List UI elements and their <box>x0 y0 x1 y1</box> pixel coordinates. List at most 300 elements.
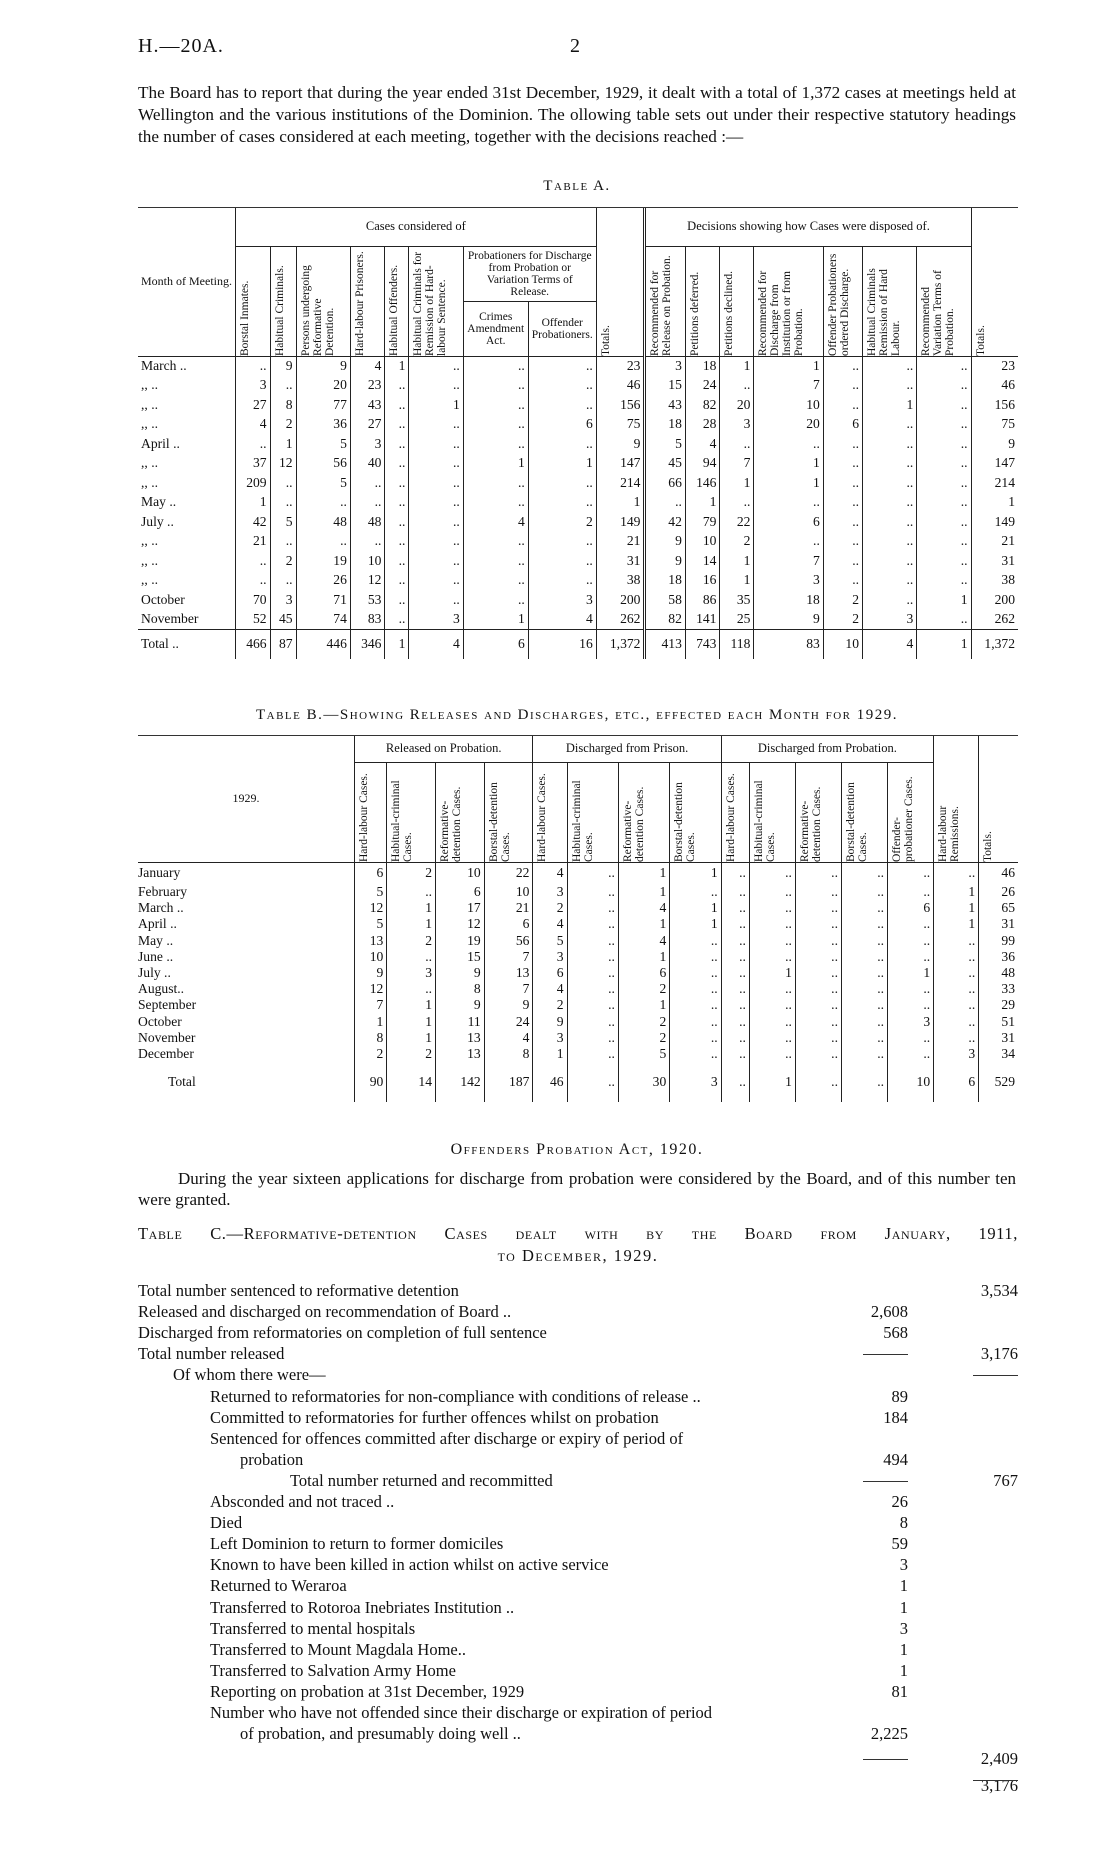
value-cell: 9 <box>645 551 685 571</box>
value-cell: 82 <box>645 610 685 630</box>
table-b-year: 1929. <box>138 736 355 862</box>
value-cell: .. <box>670 884 721 900</box>
value-cell: 4 <box>236 415 271 435</box>
line-subtotal: 494 <box>883 1449 908 1469</box>
value-cell: 38 <box>1001 572 1015 588</box>
value-cell: .. <box>823 356 862 376</box>
value-cell: 1 <box>934 884 979 900</box>
value-cell: 46 <box>1001 377 1015 393</box>
line-label: Transferred to mental hospitals <box>210 1618 416 1638</box>
value-cell: 7 <box>754 551 823 571</box>
value-cell: 1 <box>862 395 916 415</box>
value-cell: .. <box>296 493 350 513</box>
value-cell: .. <box>720 376 754 396</box>
value-cell: 4 <box>685 434 720 454</box>
value-cell: 6 <box>754 512 823 532</box>
value-cell: 9 <box>355 965 387 981</box>
value-cell: .. <box>841 1046 887 1062</box>
value-cell: .. <box>567 997 618 1013</box>
value-cell: 1,372 <box>596 629 645 659</box>
value-cell: .. <box>721 933 749 949</box>
value-cell: .. <box>236 571 271 591</box>
value-cell: .. <box>296 532 350 552</box>
value-cell: 2 <box>618 1014 669 1030</box>
value-cell: 214 <box>994 474 1015 490</box>
value-cell: 1 <box>355 1014 387 1030</box>
table-c-line <box>138 1302 1018 1323</box>
value-cell: .. <box>795 997 841 1013</box>
month-cell: May .. <box>138 933 355 949</box>
value-cell: 346 <box>350 629 385 659</box>
table-row <box>138 997 1018 1013</box>
table-row <box>138 933 1018 949</box>
value-cell: .. <box>385 473 409 493</box>
value-cell: 99 <box>1001 932 1015 948</box>
col-variation: Recommended Variation Terms of Probation. <box>920 269 957 356</box>
value-cell: 51 <box>1001 1013 1015 1029</box>
value-cell: 23 <box>1001 358 1015 373</box>
value-cell: 466 <box>236 629 271 659</box>
value-cell: 10 <box>888 1062 934 1102</box>
value-cell: .. <box>823 376 862 396</box>
value-cell: 4 <box>463 512 528 532</box>
value-cell: .. <box>385 590 409 610</box>
table-c-line <box>138 1776 1018 1797</box>
table-c-rule <box>973 1780 1018 1781</box>
value-cell: 5 <box>645 434 685 454</box>
value-cell: .. <box>385 493 409 513</box>
value-cell: 15 <box>436 949 485 965</box>
value-cell: .. <box>917 610 971 630</box>
value-cell: 20 <box>754 415 823 435</box>
value-cell: .. <box>409 434 463 454</box>
month-cell: July .. <box>138 512 236 532</box>
value-cell: 146 <box>685 473 720 493</box>
value-cell: .. <box>917 551 971 571</box>
value-cell: .. <box>795 862 841 884</box>
value-cell: 13 <box>355 933 387 949</box>
line-subtotal: 184 <box>883 1407 908 1427</box>
value-cell: .. <box>749 949 795 965</box>
value-cell: 33 <box>1001 981 1015 997</box>
line-subtotal: 2,608 <box>870 1302 908 1322</box>
probation-act-title: Offenders Probation Act, 1920. <box>450 1141 704 1158</box>
document-reference: H.—20A. <box>138 35 224 57</box>
value-cell: 1 <box>670 900 721 916</box>
value-cell: .. <box>795 1062 841 1102</box>
table-c-line <box>138 1724 1018 1745</box>
value-cell: 5 <box>355 884 387 900</box>
value-cell: 1 <box>917 629 971 659</box>
month-cell: September <box>138 997 355 1013</box>
value-cell: 1 <box>618 949 669 965</box>
value-cell: .. <box>350 493 385 513</box>
value-cell: .. <box>754 493 823 513</box>
value-cell: .. <box>721 900 749 916</box>
value-cell: 21 <box>484 900 533 916</box>
value-cell: 83 <box>754 629 823 659</box>
value-cell: .. <box>749 981 795 997</box>
value-cell: 5 <box>533 933 567 949</box>
value-cell: 1 <box>618 997 669 1013</box>
value-cell: .. <box>795 981 841 997</box>
value-cell: .. <box>409 493 463 513</box>
value-cell: 1 <box>387 1014 436 1030</box>
value-cell: .. <box>385 610 409 630</box>
table-a-decisions-group: Decisions showing how Cases were disposed of. <box>645 208 971 246</box>
table-c-rule <box>863 1759 908 1760</box>
line-label: Transferred to Mount Magdala Home.. <box>210 1639 467 1659</box>
value-cell: .. <box>409 512 463 532</box>
table-a-month-header: Month of Meeting. <box>138 208 236 356</box>
value-cell: 1 <box>670 916 721 932</box>
value-cell: 6 <box>888 900 934 916</box>
table-row <box>138 965 1018 981</box>
value-cell: .. <box>409 571 463 591</box>
value-cell: 149 <box>994 513 1015 529</box>
value-cell: 1 <box>387 1030 436 1046</box>
value-cell: 142 <box>436 1062 485 1102</box>
value-cell: .. <box>567 1062 618 1102</box>
value-cell: 9 <box>484 997 533 1013</box>
value-cell: 1 <box>749 1062 795 1102</box>
value-cell: .. <box>795 1046 841 1062</box>
table-c-line <box>138 1576 1018 1597</box>
value-cell: 4 <box>528 610 596 630</box>
value-cell: 1 <box>934 916 979 932</box>
value-cell: .. <box>528 532 596 552</box>
table-c-line <box>138 1492 1018 1513</box>
value-cell: .. <box>862 493 916 513</box>
value-cell: .. <box>350 473 385 493</box>
value-cell: 10 <box>484 884 533 900</box>
value-cell: 1 <box>934 900 979 916</box>
month-cell: April .. <box>138 434 236 454</box>
value-cell: .. <box>567 1014 618 1030</box>
month-cell: May .. <box>138 493 236 513</box>
value-cell: 3 <box>645 356 685 376</box>
value-cell: .. <box>528 356 596 376</box>
value-cell: .. <box>387 981 436 997</box>
value-cell: .. <box>888 916 934 932</box>
value-cell: 16 <box>528 629 596 659</box>
table-c-title-line2: to December, 1929. <box>497 1246 659 1265</box>
value-cell: 1 <box>463 454 528 474</box>
value-cell: 1 <box>596 493 645 513</box>
col-b-prob-op: Offender-probationer Cases. <box>891 775 916 862</box>
value-cell: 30 <box>618 1062 669 1102</box>
value-cell: 24 <box>685 376 720 396</box>
table-row <box>138 434 1018 454</box>
value-cell: 10 <box>350 551 385 571</box>
value-cell: .. <box>888 997 934 1013</box>
value-cell: .. <box>823 512 862 532</box>
value-cell: 1 <box>387 916 436 932</box>
month-cell: Total <box>138 1062 355 1102</box>
value-cell: .. <box>917 434 971 454</box>
value-cell: 1 <box>618 916 669 932</box>
value-cell: .. <box>888 862 934 884</box>
value-cell: 10 <box>436 862 485 884</box>
value-cell: 15 <box>645 376 685 396</box>
value-cell: .. <box>823 434 862 454</box>
table-b-total-row <box>138 1062 1018 1102</box>
col-b-rel-hc: Habitual-criminal Cases. <box>390 779 415 862</box>
value-cell: 36 <box>296 415 350 435</box>
value-cell: 2 <box>387 1046 436 1062</box>
value-cell: .. <box>670 965 721 981</box>
value-cell: 200 <box>596 590 645 610</box>
value-cell: .. <box>841 933 887 949</box>
table-c-line <box>138 1450 1018 1471</box>
value-cell: .. <box>463 356 528 376</box>
value-cell: 75 <box>596 415 645 435</box>
prison-group: Discharged from Prison. <box>533 736 721 762</box>
table-row <box>138 981 1018 997</box>
value-cell: 1 <box>749 965 795 981</box>
value-cell: 3 <box>409 610 463 630</box>
month-cell: Total .. <box>138 629 236 659</box>
value-cell: 3 <box>236 376 271 396</box>
value-cell: .. <box>823 532 862 552</box>
value-cell: 9 <box>436 997 485 1013</box>
value-cell: .. <box>567 1046 618 1062</box>
probation-act-text: During the year sixteen applications for discharge from probation were considered by the Board, and of this number ten were granted. <box>138 1169 1016 1209</box>
value-cell: 1 <box>533 1046 567 1062</box>
col-b-prob-hl: Hard-labour Cases. <box>724 772 737 862</box>
value-cell: .. <box>463 395 528 415</box>
table-c-line <box>138 1682 1018 1703</box>
value-cell: .. <box>463 551 528 571</box>
col-offender-discharge: Offender Probationers ordered Discharge. <box>826 253 851 356</box>
value-cell: 46 <box>533 1062 567 1102</box>
line-subtotal: 3 <box>899 1555 908 1575</box>
value-cell: 1 <box>618 862 669 884</box>
col-deferred: Petitions deferred. <box>688 271 701 356</box>
line-label: Returned to Weraroa <box>210 1576 347 1596</box>
value-cell: 8 <box>484 1046 533 1062</box>
value-cell: 118 <box>720 629 754 659</box>
value-cell: 21 <box>236 532 271 552</box>
value-cell: .. <box>823 571 862 591</box>
value-cell: .. <box>795 916 841 932</box>
value-cell: 1 <box>618 884 669 900</box>
month-cell: July .. <box>138 965 355 981</box>
value-cell: .. <box>754 532 823 552</box>
value-cell: 52 <box>236 610 271 630</box>
value-cell: .. <box>721 884 749 900</box>
month-cell: November <box>138 1030 355 1046</box>
value-cell: 17 <box>436 900 485 916</box>
table-row <box>138 551 1018 571</box>
value-cell: 23 <box>596 356 645 376</box>
value-cell: 11 <box>436 1014 485 1030</box>
value-cell: .. <box>917 512 971 532</box>
value-cell: .. <box>409 473 463 493</box>
value-cell: 5 <box>296 473 350 493</box>
line-subtotal: 26 <box>891 1492 908 1511</box>
value-cell: .. <box>917 395 971 415</box>
value-cell: .. <box>795 949 841 965</box>
value-cell: .. <box>917 473 971 493</box>
value-cell: .. <box>721 965 749 981</box>
value-cell: 10 <box>685 532 720 552</box>
value-cell: 9 <box>533 1014 567 1030</box>
value-cell: .. <box>841 916 887 932</box>
value-cell: .. <box>567 900 618 916</box>
value-cell: 4 <box>484 1030 533 1046</box>
value-cell: .. <box>645 493 685 513</box>
value-cell: 24 <box>484 1014 533 1030</box>
table-c-line <box>138 1408 1018 1429</box>
value-cell: .. <box>749 862 795 884</box>
value-cell: 13 <box>436 1030 485 1046</box>
value-cell: 48 <box>1001 965 1015 981</box>
value-cell: 446 <box>296 629 350 659</box>
value-cell: .. <box>862 356 916 376</box>
value-cell: 18 <box>645 571 685 591</box>
value-cell: 20 <box>720 395 754 415</box>
table-c-line <box>138 1365 1018 1386</box>
value-cell: .. <box>841 862 887 884</box>
value-cell: .. <box>721 916 749 932</box>
value-cell: .. <box>270 493 296 513</box>
value-cell: 1 <box>754 356 823 376</box>
value-cell: .. <box>385 551 409 571</box>
value-cell: .. <box>463 532 528 552</box>
value-cell: 6 <box>618 965 669 981</box>
line-subtotal: 59 <box>891 1534 908 1554</box>
value-cell: 58 <box>645 590 685 610</box>
value-cell: 1 <box>720 571 754 591</box>
value-cell: .. <box>862 415 916 435</box>
line-subtotal: 568 <box>883 1323 908 1343</box>
value-cell: .. <box>917 454 971 474</box>
line-label: Absconded and not traced .. <box>210 1492 395 1511</box>
col-declined: Petitions declined. <box>723 270 736 356</box>
value-cell: .. <box>236 551 271 571</box>
line-subtotal: 1 <box>899 1597 908 1617</box>
table-b-title-prefix: Table B. <box>255 707 324 723</box>
intro-paragraph: The Board has to report that during the year ended 31st December, 1929, it dealt with a total of 1,372 cases at meetings held at Wellington and the various institutions of the Dominion. The ollowing table sets out under their respective statutory headings the number of cases considered at each meeting, together with the decisions reached :— <box>138 83 1016 146</box>
col-b-totals: Totals. <box>982 830 995 862</box>
value-cell: .. <box>841 1014 887 1030</box>
value-cell: 40 <box>350 454 385 474</box>
value-cell: .. <box>795 933 841 949</box>
value-cell: .. <box>567 949 618 965</box>
value-cell: .. <box>385 376 409 396</box>
table-row <box>138 1046 1018 1062</box>
value-cell: .. <box>749 1030 795 1046</box>
value-cell: 2 <box>533 997 567 1013</box>
value-cell: 13 <box>436 1046 485 1062</box>
value-cell: 53 <box>350 590 385 610</box>
value-cell: 6 <box>528 415 596 435</box>
table-b <box>138 736 1018 1102</box>
value-cell: 2 <box>387 862 436 884</box>
value-cell: 1 <box>385 629 409 659</box>
value-cell: .. <box>862 376 916 396</box>
value-cell: .. <box>721 981 749 997</box>
value-cell: .. <box>350 532 385 552</box>
value-cell: .. <box>409 376 463 396</box>
value-cell: 413 <box>645 629 685 659</box>
value-cell: 2 <box>720 532 754 552</box>
value-cell: 31 <box>1001 916 1015 932</box>
value-cell: 3 <box>270 590 296 610</box>
table-row <box>138 949 1018 965</box>
col-crimes-amendment: Crimes Amendment Act. <box>463 301 528 356</box>
month-cell: ,, .. <box>138 473 236 493</box>
line-label: Reporting on probation at 31st December, 1929 <box>210 1681 525 1701</box>
value-cell: .. <box>862 571 916 591</box>
value-cell: .. <box>385 415 409 435</box>
table-row <box>138 916 1018 932</box>
value-cell: 1 <box>528 454 596 474</box>
value-cell: 9 <box>754 610 823 630</box>
value-cell: 10 <box>355 949 387 965</box>
value-cell: .. <box>721 862 749 884</box>
value-cell: 25 <box>720 610 754 630</box>
line-label: Died <box>210 1513 243 1533</box>
value-cell: 46 <box>1001 865 1015 881</box>
value-cell: .. <box>934 1014 979 1030</box>
value-cell: .. <box>862 434 916 454</box>
value-cell: .. <box>721 997 749 1013</box>
value-cell: 141 <box>685 610 720 630</box>
value-cell: .. <box>917 415 971 435</box>
line-label: Known to have been killed in action whilst on active service <box>210 1555 609 1575</box>
value-cell: 6 <box>436 884 485 900</box>
value-cell: .. <box>720 434 754 454</box>
table-row <box>138 610 1018 630</box>
month-cell: March .. <box>138 900 355 916</box>
month-cell: ,, .. <box>138 551 236 571</box>
value-cell: .. <box>463 571 528 591</box>
col-hc-remission: Habitual Criminals Remission of Hard Labour. <box>865 267 902 356</box>
value-cell: 6 <box>355 862 387 884</box>
value-cell: 48 <box>296 512 350 532</box>
value-cell: 12 <box>350 571 385 591</box>
line-label: Number who have not offended since their discharge or expiration of period <box>210 1703 713 1722</box>
value-cell: .. <box>236 434 271 454</box>
value-cell: 214 <box>596 473 645 493</box>
value-cell: 5 <box>270 512 296 532</box>
value-cell: .. <box>236 356 271 376</box>
value-cell: .. <box>385 571 409 591</box>
value-cell: .. <box>888 933 934 949</box>
value-cell: 2 <box>270 415 296 435</box>
line-label: Transferred to Salvation Army Home <box>210 1660 456 1680</box>
value-cell: 9 <box>645 532 685 552</box>
value-cell: .. <box>721 1046 749 1062</box>
table-row <box>138 1014 1018 1030</box>
value-cell: .. <box>841 1062 887 1102</box>
table-c-rule <box>863 1354 908 1355</box>
table-row <box>138 1030 1018 1046</box>
col-reformative: Persons undergoing Reformative Detention. <box>299 264 336 356</box>
value-cell: 27 <box>350 415 385 435</box>
value-cell: .. <box>528 551 596 571</box>
table-c-line <box>138 1555 1018 1576</box>
table-row <box>138 884 1018 900</box>
line-total: 767 <box>993 1470 1018 1490</box>
value-cell: .. <box>754 434 823 454</box>
value-cell: 262 <box>596 610 645 630</box>
value-cell: 77 <box>296 395 350 415</box>
value-cell: .. <box>841 997 887 1013</box>
table-c-rule <box>973 1375 1018 1376</box>
